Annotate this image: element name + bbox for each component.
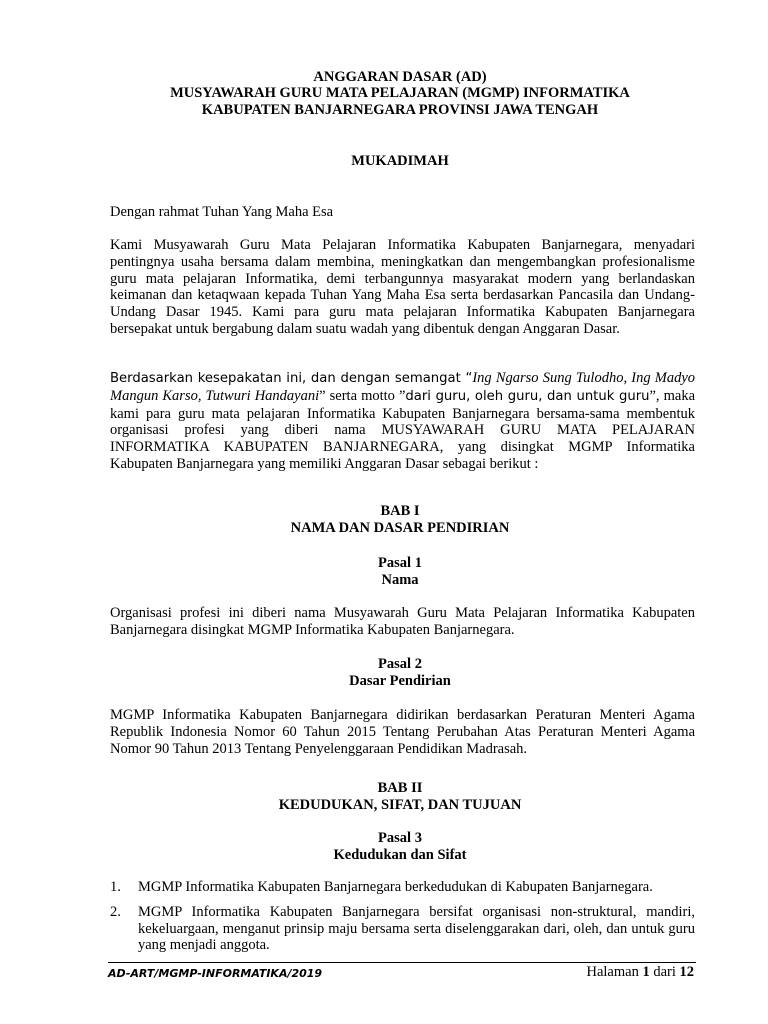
footer-doc-code: AD-ART/MGMP-INFORMATIKA/2019 — [108, 967, 323, 980]
pasal-2-label: Pasal 2 — [378, 656, 422, 672]
bab-2-label: BAB II — [377, 780, 423, 796]
list-item — [110, 904, 695, 954]
pasal-2-title: Dasar Pendirian — [349, 672, 451, 689]
list-item — [110, 879, 695, 896]
halaman-label: Halaman — [586, 964, 639, 980]
document-title — [100, 69, 700, 118]
dari-label: dari — [653, 964, 676, 980]
title-line-2: MUSYAWARAH GURU MATA PELAJARAN (MGMP) INFORMATIKA — [170, 85, 630, 102]
page-total: 12 — [679, 964, 694, 980]
pasal-2-heading — [100, 656, 700, 690]
footer-page-number — [586, 964, 694, 981]
footer-divider — [108, 962, 696, 963]
list-item-text: MGMP Informatika Kabupaten Banjarnegara berkedudukan di Kabupaten Banjarnegara. — [138, 879, 653, 895]
berdasarkan-text-1: Berdasarkan kesepakatan ini, dan dengan semangat “ — [110, 371, 473, 386]
berdasarkan-text-3: ”, maka kami para guru mata pelajaran Informatika Kabupaten Banjarnegara bersama-sama membentuk organisasi profesi yang diberi nama MUSYAWARAH GURU MATA PELAJARAN INFORMATIKA KABUPATEN BANJARNEGARA, yang disingkat MGMP Informatika Kabupaten Banjarnegara yang memiliki Anggaran Dasar sebagai berikut : — [110, 387, 695, 472]
motto-guru: dari guru, oleh guru, dan untuk guru — [405, 388, 650, 404]
kami-paragraph: Kami Musyawarah Guru Mata Pelajaran Informatika Kabupaten Banjarnegara, menyadari pentingnya usaha bersama dalam membina, meningkatkan dan mengembangkan profesionalisme guru mata pelajaran Informatika, demi terbangunnya masyarakat modern yang berlandaskan keimanan dan ketaqwaan kepada Tuhan Yang Maha Esa serta berdasarkan Pancasila dan Undang-Undang Dasar 1945. Kami para guru mata pelajaran Informatika Kabupaten Banjarnegara bersepakat untuk bergabung dalam suatu wadah yang dibentuk dengan Anggaran Dasar. — [110, 237, 695, 337]
berdasarkan-paragraph — [110, 370, 695, 473]
bab-2-heading — [100, 780, 700, 814]
list-item-number: 1. — [110, 879, 121, 895]
pasal-3-heading — [100, 830, 700, 864]
pasal-1-label: Pasal 1 — [378, 555, 422, 571]
list-item-text: MGMP Informatika Kabupaten Banjarnegara bersifat organisasi non-struktural, mandiri, kekeluargaan, menganut prinsip maju bersama serta diselenggarakan dari, oleh, dan untuk guru yang menjadi anggota. — [138, 903, 695, 954]
pasal-1-title: Nama — [381, 571, 419, 588]
title-line-1: ANGGARAN DASAR (AD) — [313, 69, 487, 85]
opening-line: Dengan rahmat Tuhan Yang Maha Esa — [110, 204, 334, 220]
pasal-3-list — [110, 879, 695, 962]
title-line-3: KABUPATEN BANJARNEGARA PROVINSI JAWA TENGAH — [201, 101, 599, 118]
bab-1-label: BAB I — [380, 503, 420, 519]
mukadimah-heading: MUKADIMAH — [351, 153, 449, 169]
pasal-3-title: Kedudukan dan Sifat — [333, 846, 467, 863]
pasal-1-text: Organisasi profesi ini diberi nama Musyawarah Guru Mata Pelajaran Informatika Kabupaten Banjarnegara disingkat MGMP Informatika Kabupaten Banjarnegara. — [110, 605, 695, 638]
berdasarkan-text-2: ” serta motto ” — [319, 387, 406, 404]
bab-2-title: KEDUDUKAN, SIFAT, DAN TUJUAN — [278, 796, 522, 813]
page-current: 1 — [642, 964, 650, 980]
pasal-2-text: MGMP Informatika Kabupaten Banjarnegara didirikan berdasarkan Peraturan Menteri Agama Republik Indonesia Nomor 60 Tahun 2015 Tentang Perubahan Atas Peraturan Menteri Agama Nomor 90 Tahun 2013 Tentang Penyelenggaraan Pendidikan Madrasah. — [110, 707, 695, 757]
bab-1-title: NAMA DAN DASAR PENDIRIAN — [290, 519, 510, 536]
bab-1-heading — [100, 503, 700, 537]
list-item-number: 2. — [110, 903, 121, 920]
motto-italic: Ing Ngarso Sung Tulodho, Ing Madyo Mangun Karso, Tutwuri Handayani — [110, 370, 695, 404]
pasal-3-label: Pasal 3 — [378, 830, 422, 846]
pasal-1-heading — [100, 555, 700, 589]
